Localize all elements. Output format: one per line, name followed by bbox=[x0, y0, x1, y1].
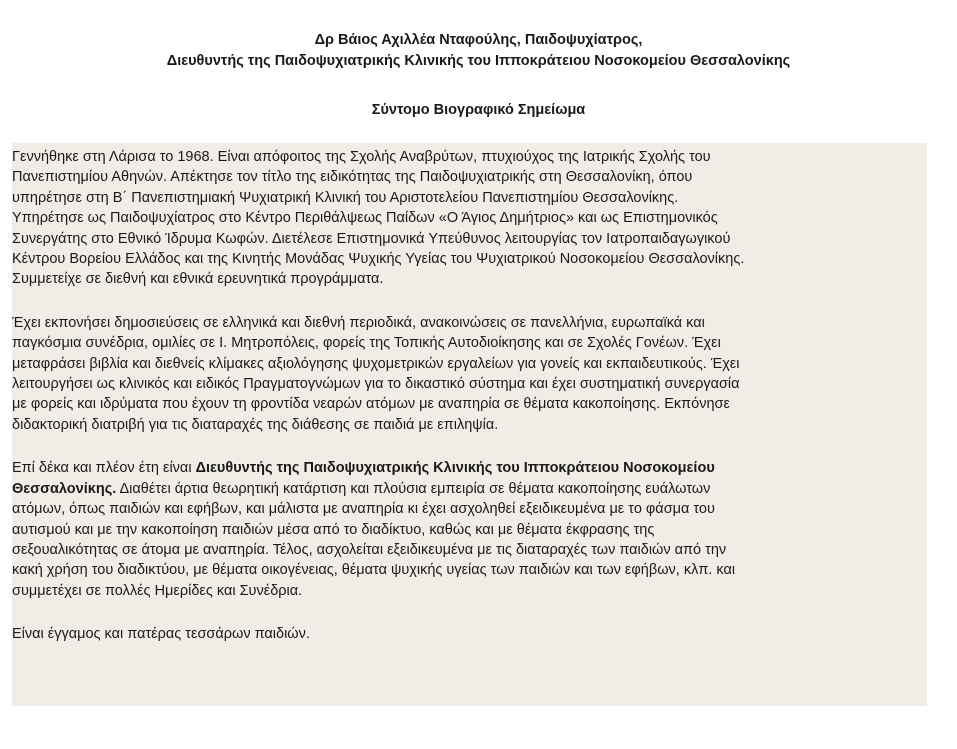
text-line: λειτουργήσει ως κλινικός και ειδικός Πραγματογνώμων για το δικαστικό σύστημα και έχει συστηματική συνεργασία bbox=[12, 376, 740, 393]
document-body bbox=[12, 143, 927, 706]
text-line: παγκόσμια συνέδρια, ομιλίες σε Ι. Μητροπόλεις, φορείς της Τοπικής Αυτοδιοίκησης και σε Σχολές Γονέων. Έχει bbox=[12, 335, 721, 352]
text-line: σεξουαλικότητας σε άτομα με αναπηρία. Τέλος, ασχολείται εξειδικευμένα με τις διαταραχές των παιδιών από την bbox=[12, 541, 727, 558]
document-title: Σύντομο Βιογραφικό Σημείωμα bbox=[371, 102, 586, 118]
bold-position-title: Διευθυντής της Παιδοψυχιατρικής Κλινικής του Ιπποκράτειου Νοσοκομείου bbox=[195, 460, 715, 477]
text-line: διδακτορική διατριβή για τις διαταραχές της διάθεσης σε παιδιά με επιληψία. bbox=[12, 416, 499, 433]
text-line: Πανεπιστημίου Αθηνών. Απέκτησε τον τίτλο της ειδικότητας της Παιδοψυχιατρικής στη Θεσσαλονίκη, όπου bbox=[12, 169, 693, 186]
text-line: Κέντρου Βορείου Ελλάδος και της Κινητής Μονάδας Ψυχικής Υγείας του Ψυχιατρικού Νοσοκομείου Θεσσαλονίκης. bbox=[12, 251, 745, 268]
text-segment: Διαθέτει άρτια θεωρητική κατάρτιση και πλούσια εμπειρία σε θέματα κακοποίησης ευάλωτων bbox=[116, 480, 711, 497]
text-line: Είναι έγγαμος και πατέρας τεσσάρων παιδιών. bbox=[12, 626, 310, 643]
text-line: Έχει εκπονήσει δημοσιεύσεις σε ελληνικά και διεθνή περιοδικά, ανακοινώσεις σε πανελλήνια, ευρωπαϊκά και bbox=[12, 314, 705, 331]
paragraph-current-position bbox=[12, 458, 927, 601]
text-line: Συμμετείχε σε διεθνή και εθνικά ερευνητικά προγράμματα. bbox=[12, 271, 384, 288]
paragraph-education bbox=[12, 147, 927, 290]
text-line: συμμετέχει σε πολλές Ημερίδες και Συνέδρια. bbox=[12, 582, 303, 599]
text-line bbox=[12, 479, 927, 499]
text-line bbox=[12, 458, 927, 478]
text-line: Συνεργάτης στο Εθνικό Ίδρυμα Κωφών. Διετέλεσε Επιστημονικά Υπεύθυνος λειτουργίας τον Ιατροπαιδαγωγικού bbox=[12, 230, 731, 247]
text-line: αυτισμού και με την κακοποίηση παιδιών μέσα από το διαδίκτυο, καθώς και με θέματα έκφρασης της bbox=[12, 521, 655, 538]
paragraph-publications bbox=[12, 313, 927, 435]
text-segment: Επί δέκα και πλέον έτη είναι bbox=[12, 460, 196, 477]
author-position-line: Διευθυντής της Παιδοψυχιατρικής Κλινικής του Ιπποκράτειου Νοσοκομείου Θεσσαλονίκης bbox=[166, 53, 791, 69]
text-line: ατόμων, όπως παιδιών και εφήβων, και μάλιστα με αναπηρία κι έχει ασχοληθεί εξειδικευμένα με το φάσμα του bbox=[12, 501, 715, 518]
text-line: μεταφράσει βιβλία και διεθνείς κλίμακες αξιολόγησης ψυχομετρικών εργαλείων για γονείς και εκπαιδευτικούς. Έχει bbox=[12, 355, 740, 372]
text-line: Υπηρέτησε ως Παιδοψυχίατρος στο Κέντρο Περιθάλψεως Παίδων «Ο Άγιος Δημήτριος» και ως Επιστημονικός bbox=[12, 210, 718, 227]
document-header bbox=[0, 30, 957, 72]
text-line: Γεννήθηκε στη Λάρισα το 1968. Είναι απόφοιτος της Σχολής Αναβρύτων, πτυχιούχος της Ιατρικής Σχολής του bbox=[12, 149, 711, 165]
bold-position-title-end: Θεσσαλονίκης. bbox=[12, 480, 117, 497]
text-line: με φορείς και ιδρύματα που έχουν τη φροντίδα νεαρών ατόμων με αναπηρία σε θέματα κακοποίησης. Εκπόνησε bbox=[12, 396, 730, 413]
paragraph-family bbox=[12, 624, 927, 644]
text-line: υπηρέτησε στη Β΄ Πανεπιστημιακή Ψυχιατρική Κλινική του Αριστοτελείου Πανεπιστημίου Θεσσαλονίκης. bbox=[12, 189, 679, 206]
author-name-line: Δρ Βάιος Αχιλλέα Νταφούλης, Παιδοψυχίατρος, bbox=[314, 32, 643, 48]
text-line: κακή χρήση του διαδικτύου, με θέματα οικογένειας, θέματα ψυχικής υγείας των παιδιών και των εφήβων, κλπ. και bbox=[12, 562, 736, 579]
